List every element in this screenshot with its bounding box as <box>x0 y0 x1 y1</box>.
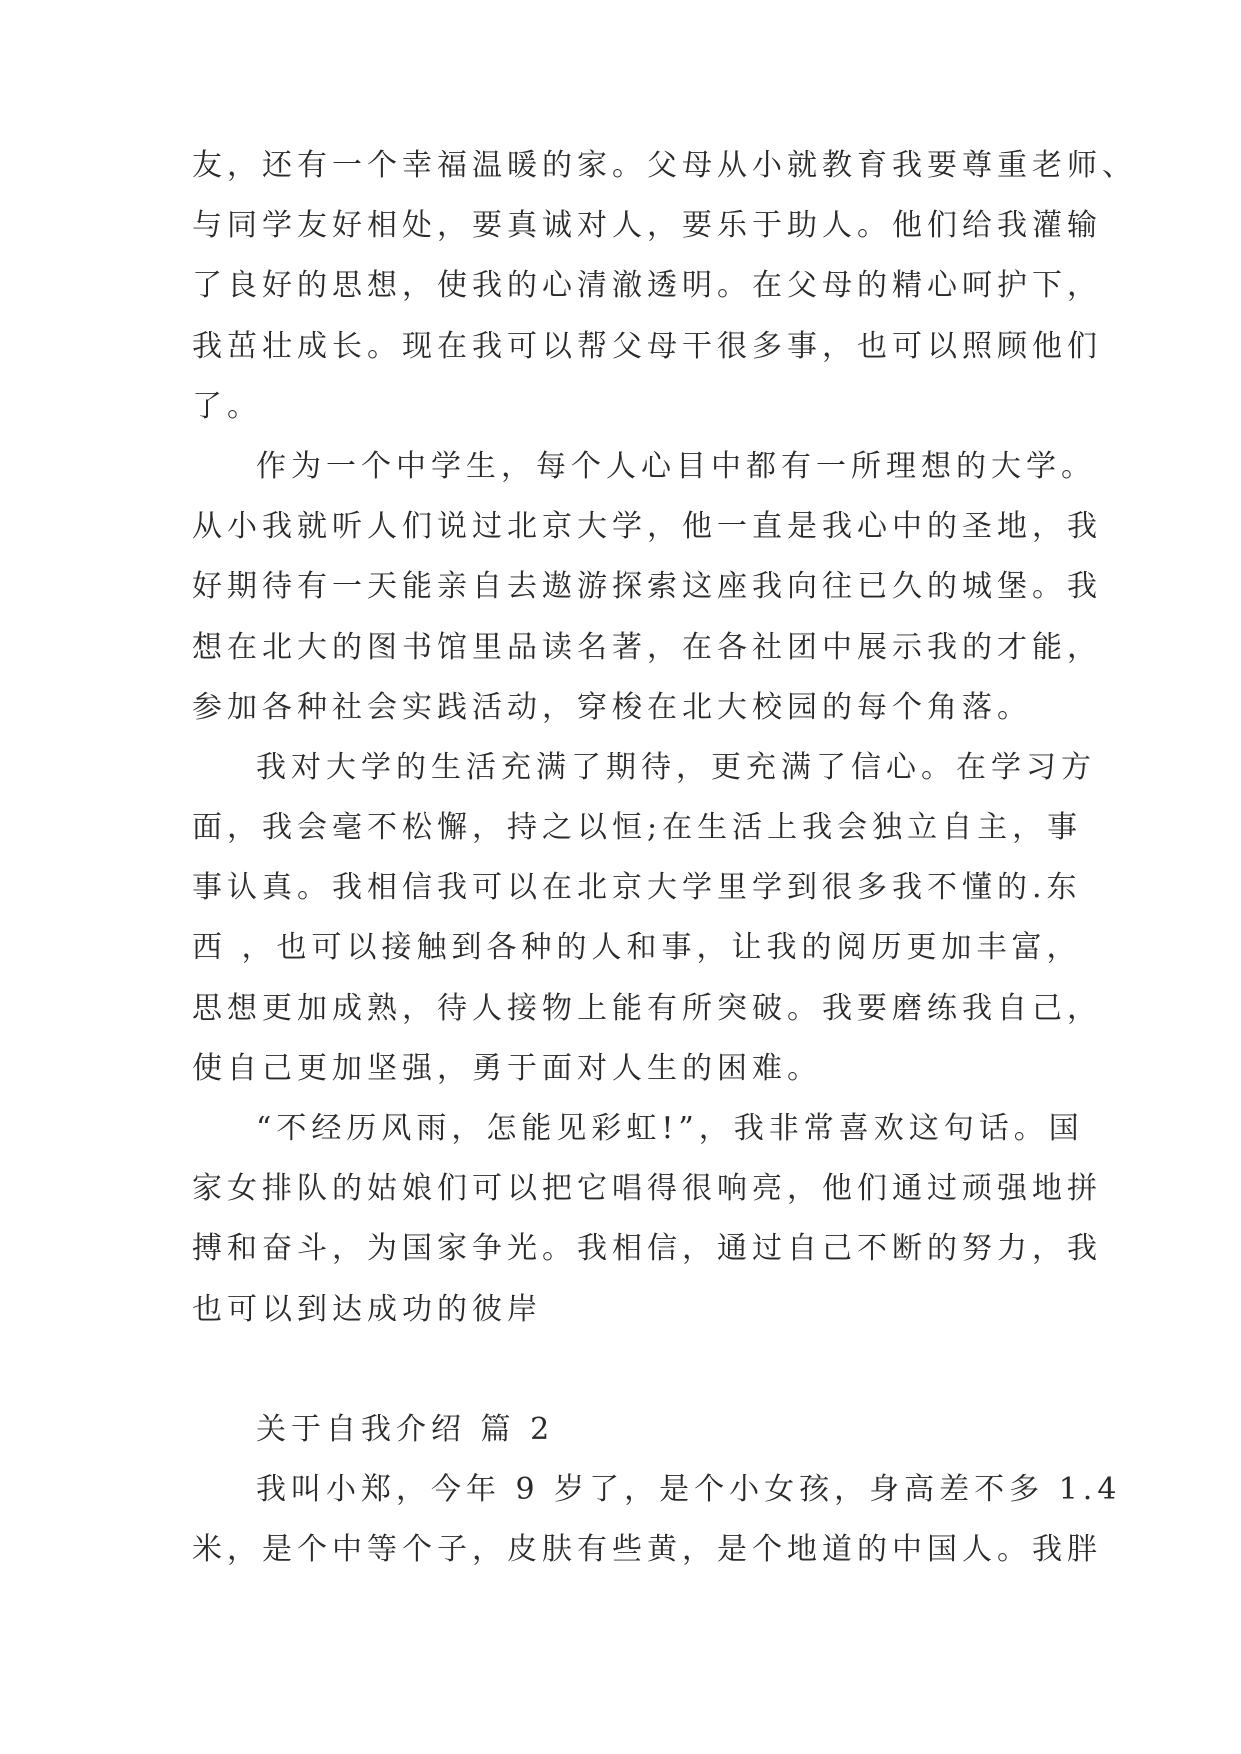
text-line: 也可以到达成功的彼岸 <box>192 1291 542 1327</box>
text-line: 米，是个中等个子，皮肤有些黄，是个地道的中国人。我胖 <box>192 1532 1102 1568</box>
text-line: 家女排队的姑娘们可以把它唱得很响亮，他们通过顽强地拼 <box>192 1171 1102 1207</box>
text-line: 搏和奋斗，为国家争光。我相信，通过自己不断的努力，我 <box>192 1231 1102 1267</box>
text-line: 友，还有一个幸福温暖的家。父母从小就教育我要尊重老师、 <box>192 148 1137 183</box>
paragraph-first-line: 我对大学的生活充满了期待，更充满了信心。在学习方 <box>256 749 1096 785</box>
section-gap <box>192 1340 1072 1400</box>
text-line: 参加各种社会实践活动，穿梭在北大校园的每个角落。 <box>192 689 1032 725</box>
text-line: 使自己更加坚强，勇于面对人生的困难。 <box>192 1050 822 1086</box>
text-line: 从小我就听人们说过北京大学，他一直是我心中的圣地，我 <box>192 509 1102 545</box>
text-line: 我茁壮成长。现在我可以帮父母干很多事，也可以照顾他们 <box>192 328 1102 364</box>
text-line: 思想更加成熟，待人接物上能有所突破。我要磨练我自己， <box>192 990 1102 1026</box>
paragraph-first-line: “不经历风雨，怎能见彩虹!”，我非常喜欢这句话。国 <box>256 1111 1084 1146</box>
text-line: 面，我会毫不松懈，持之以恒;在生活上我会独立自主，事 <box>192 810 1083 846</box>
text-line: 了良好的思想，使我的心清澈透明。在父母的精心呵护下， <box>192 268 1102 304</box>
text-line: 西 ，也可以接触到各种的人和事，让我的阅历更加丰富， <box>192 930 1082 966</box>
paragraph-first-line: 我叫小郑，今年 9 岁了，是个小女孩，身高差不多 1.4 <box>256 1471 1122 1507</box>
text-line: 了。 <box>192 388 262 424</box>
text-line: 事认真。我相信我可以在北京大学里学到很多我不懂的.东 <box>192 870 1082 906</box>
text-line: 好期待有一天能亲自去遨游探索这座我向往已久的城堡。我 <box>192 569 1102 605</box>
section-heading: 关于自我介绍 篇 2 <box>256 1411 555 1447</box>
text-line: 想在北大的图书馆里品读名著，在各社团中展示我的才能， <box>192 629 1102 665</box>
paragraph-first-line: 作为一个中学生，每个人心目中都有一所理想的大学。 <box>256 448 1096 484</box>
text-line: 与同学友好相处，要真诚对人，要乐于助人。他们给我灌输 <box>192 208 1102 244</box>
document-body <box>192 136 1137 1580</box>
